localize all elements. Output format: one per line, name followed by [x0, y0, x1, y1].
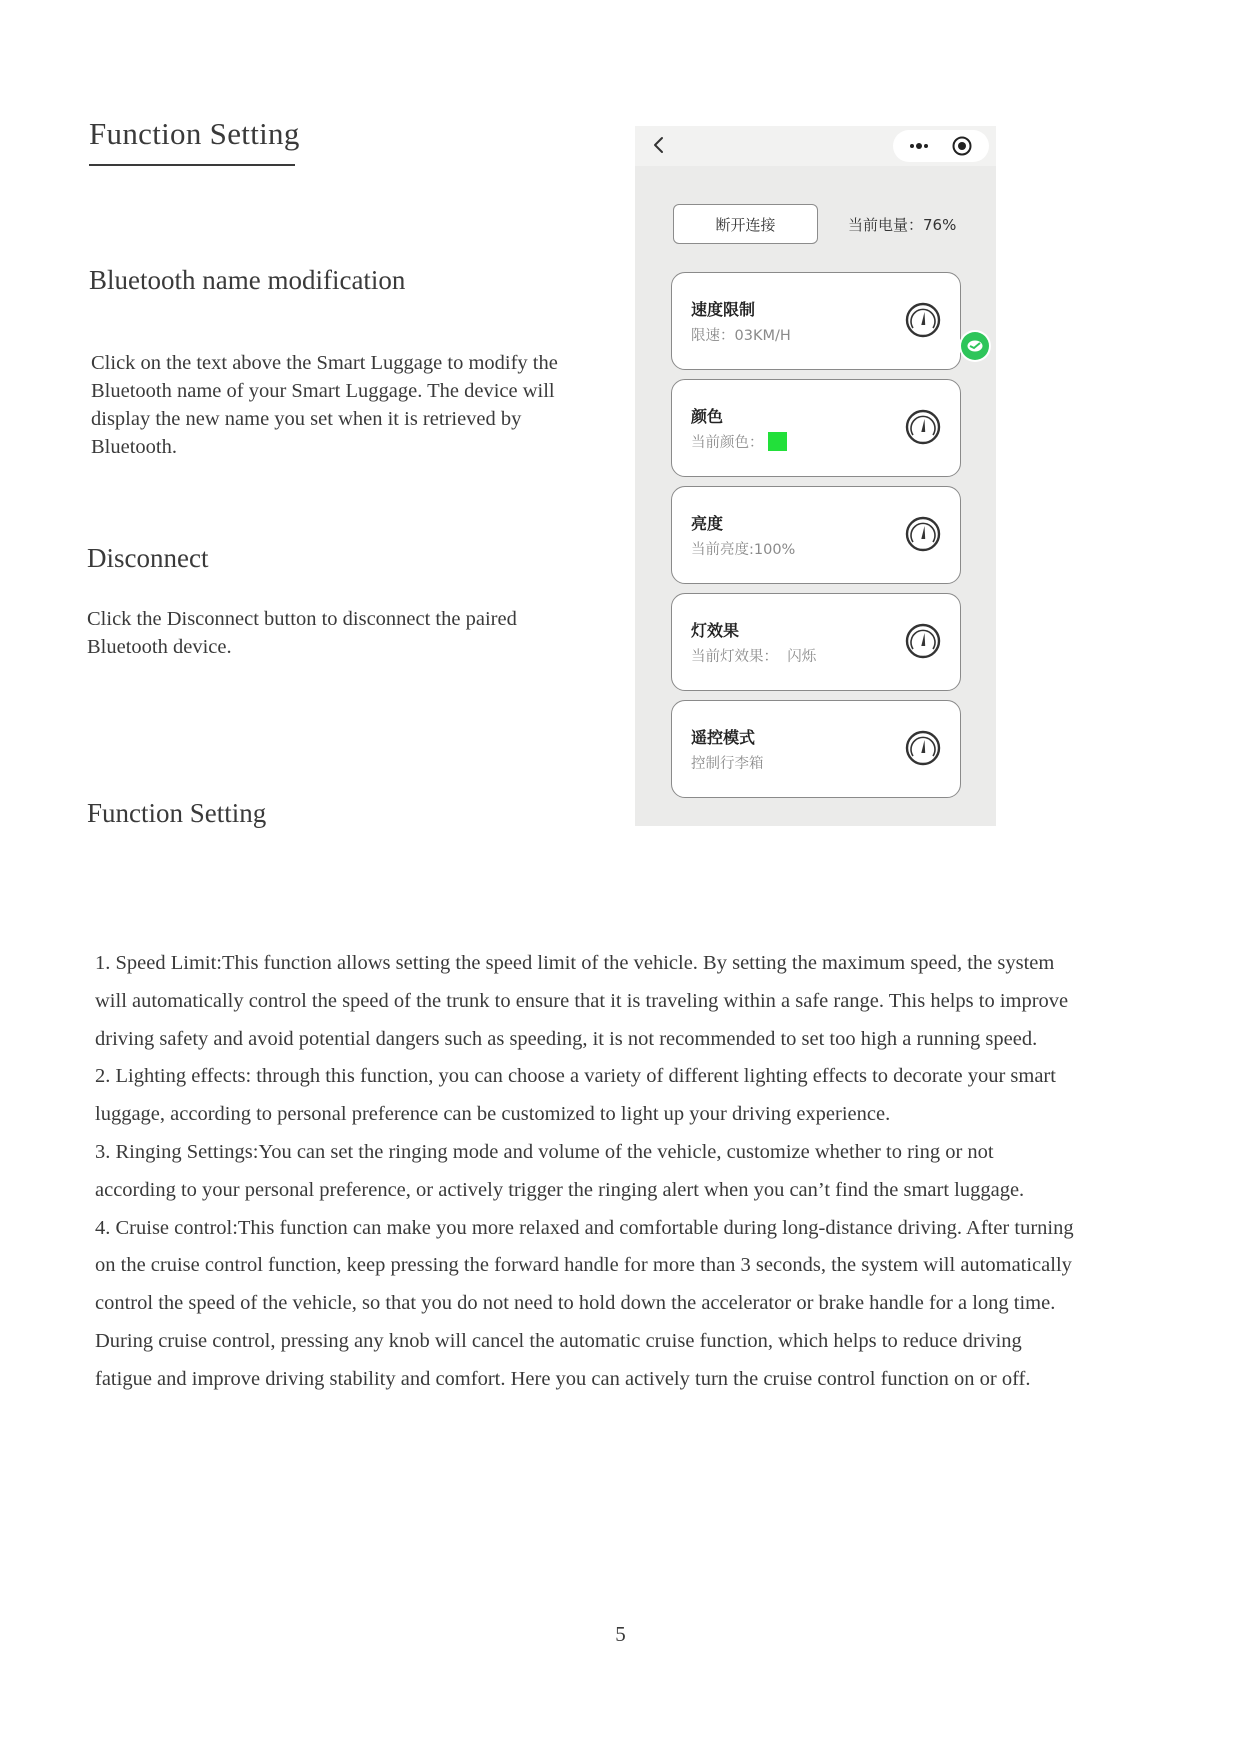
- list-line: luggage, according to personal preference can be customized to light up your driving experience.: [95, 1103, 891, 1126]
- card-title: 遥控模式: [691, 728, 756, 747]
- card-subtitle: [691, 752, 764, 773]
- disconnect-button[interactable]: 断开连接: [673, 204, 818, 244]
- title-underline: [89, 164, 295, 166]
- phone-screenshot: [635, 126, 996, 826]
- list-line: 1. Speed Limit:This function allows setting the speed limit of the vehicle. By setting the maximum speed, the system: [95, 952, 1055, 974]
- list-line: During cruise control, pressing any knob will cancel the automatic cruise function, which helps to reduce driving: [95, 1329, 1022, 1352]
- list-line: 2. Lighting effects: through this function, you can choose a variety of different lighting effects to decorate your smart: [95, 1065, 1056, 1088]
- list-line: 3. Ringing Settings:You can set the ringing mode and volume of the vehicle, customize whether to ring or not: [95, 1140, 994, 1163]
- close-target-icon[interactable]: [951, 135, 973, 157]
- card-light-effect[interactable]: [671, 593, 961, 691]
- disconnect-heading: Disconnect: [87, 543, 209, 573]
- list-line: driving safety and avoid potential dangers such as speeding, it is not recommended to set too high a running speed.: [95, 1027, 1038, 1050]
- card-subtitle: [691, 645, 816, 666]
- mini-program-capsule: [893, 130, 989, 162]
- card-remote-mode[interactable]: [671, 700, 961, 798]
- function-description-list: [95, 945, 1175, 1399]
- battery-level: 当前电量：76%: [848, 216, 957, 234]
- card-title: 速度限制: [691, 300, 756, 319]
- bluetooth-paragraph: [91, 349, 611, 461]
- gauge-icon: [904, 301, 942, 339]
- floating-chat-icon[interactable]: [958, 329, 992, 363]
- list-line: according to your personal preference, or actively trigger the ringing alert when you can’t find the smart luggage.: [95, 1178, 1025, 1201]
- list-line: fatigue and improve driving stability and comfort. Here you can actively turn the cruise control function on or off.: [95, 1367, 1031, 1390]
- list-line: control the speed of the vehicle, so that you do not need to hold down the accelerator or brake handle for a long time.: [95, 1292, 1056, 1315]
- gauge-icon: [904, 408, 942, 446]
- bluetooth-heading: Bluetooth name modification: [89, 265, 406, 295]
- list-line: 4. Cruise control:This function can make you more relaxed and comfortable during long-distance driving. After turning: [95, 1216, 1074, 1239]
- list-line: on the cruise control function, keep pressing the forward handle for more than 3 seconds, the system will automatically: [95, 1254, 1072, 1277]
- disconnect-line: Bluetooth device.: [87, 636, 232, 658]
- card-subtitle-text: 当前亮度:100%: [691, 542, 796, 558]
- gauge-icon: [904, 729, 942, 767]
- back-chevron-icon[interactable]: [648, 134, 670, 156]
- list-line: will automatically control the speed of the trunk to ensure that it is traveling within a safe range. This helps to improve: [95, 989, 1069, 1012]
- disconnect-paragraph: [87, 605, 607, 661]
- card-title: 灯效果: [691, 621, 740, 640]
- bluetooth-line: display the new name you set when it is retrieved by: [91, 408, 522, 430]
- bluetooth-line: Click on the text above the Smart Luggage to modify the: [91, 352, 558, 374]
- bluetooth-line: Bluetooth name of your Smart Luggage. The device will: [91, 380, 555, 402]
- card-subtitle: [691, 324, 791, 345]
- card-subtitle: [691, 538, 795, 559]
- card-subtitle-text: 当前颜色：: [691, 435, 764, 451]
- card-brightness[interactable]: [671, 486, 961, 584]
- gauge-icon: [904, 515, 942, 553]
- page-number: 5: [615, 1622, 626, 1646]
- current-color-swatch: [768, 432, 787, 451]
- card-subtitle-text: 限速：03KM/H: [691, 328, 791, 344]
- function-setting-subtitle: Function Setting: [87, 798, 267, 828]
- card-color[interactable]: [671, 379, 961, 477]
- card-title: 颜色: [691, 407, 724, 426]
- card-subtitle-text: 控制行李箱: [691, 756, 764, 772]
- page-title: Function Setting: [89, 116, 300, 151]
- more-dots-icon[interactable]: [905, 135, 933, 157]
- phone-nav-bar: [635, 126, 996, 166]
- disconnect-line: Click the Disconnect button to disconnect the paired: [87, 608, 517, 630]
- card-subtitle-text: 当前灯效果： 闪烁: [691, 649, 817, 665]
- gauge-icon: [904, 622, 942, 660]
- card-speed-limit[interactable]: [671, 272, 961, 370]
- bluetooth-line: Bluetooth.: [91, 436, 177, 458]
- card-subtitle: [691, 431, 787, 452]
- card-title: 亮度: [691, 514, 724, 533]
